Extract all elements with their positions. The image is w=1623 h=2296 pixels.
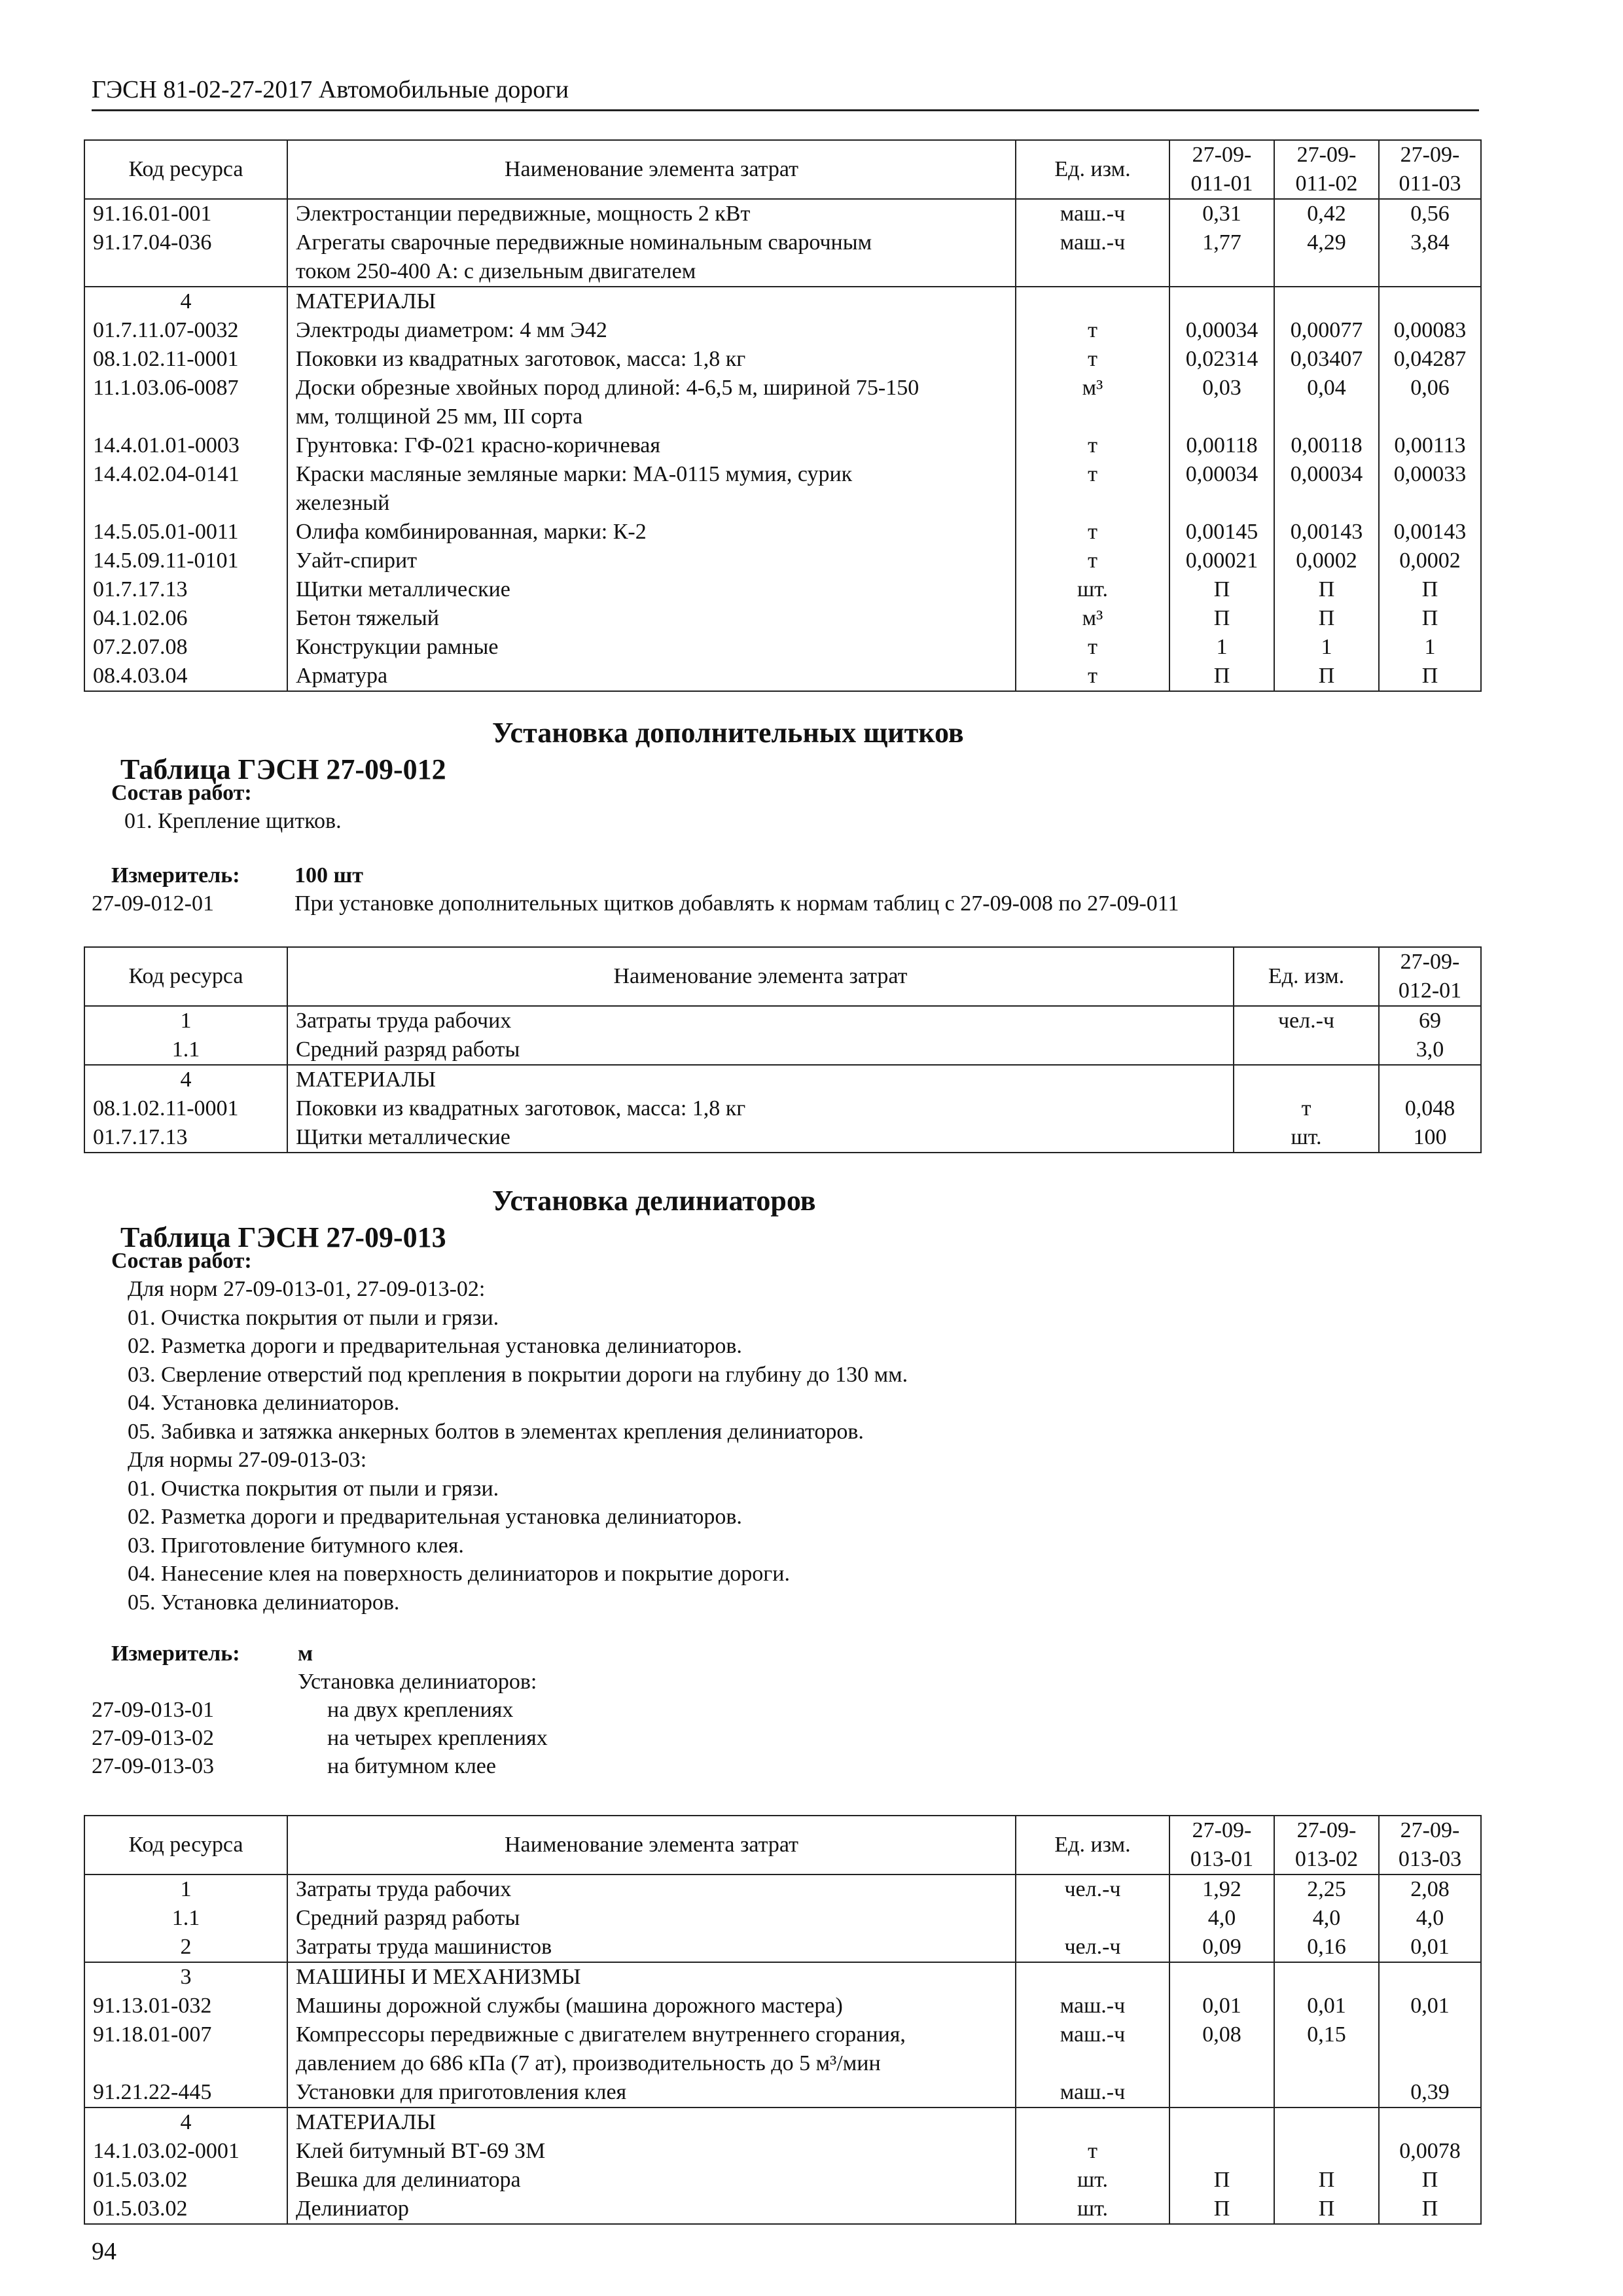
table-row xyxy=(84,2108,1481,2137)
work-item: 02. Разметка дороги и предварительная установка делиниаторов. xyxy=(128,1505,742,1529)
cell-value-2: П xyxy=(1274,604,1379,633)
works-label: Состав работ: xyxy=(111,781,252,805)
cell-code: 91.16.01-001 xyxy=(84,199,287,228)
cell-code: 91.13.01-032 xyxy=(84,1992,287,2020)
cell-name: Поковки из квадратных заготовок, масса: 1,8 кг xyxy=(287,1094,1234,1123)
cell-value-3: 0,00143 xyxy=(1379,518,1481,547)
cell-value-2: 0,00118 xyxy=(1274,431,1379,460)
column-header-name: Наименование элемента затрат xyxy=(287,1816,1016,1874)
cell-value-1: 0,048 xyxy=(1379,1094,1481,1123)
cell-value-1 xyxy=(1169,2137,1274,2166)
table-row xyxy=(84,2049,1481,2078)
cell-code: 08.1.02.11-0001 xyxy=(84,1094,287,1123)
cell-value-3 xyxy=(1379,287,1481,316)
cell-value-2 xyxy=(1274,287,1379,316)
cell-value-2: 0,15 xyxy=(1274,2020,1379,2049)
cell-value-1 xyxy=(1169,489,1274,518)
cell-name: МАТЕРИАЛЫ xyxy=(287,2108,1016,2137)
cell-unit: м³ xyxy=(1016,374,1169,403)
cell-unit: шт. xyxy=(1016,2195,1169,2224)
cell-value-2 xyxy=(1274,1962,1379,1992)
cell-unit: маш.-ч xyxy=(1016,2078,1169,2108)
cell-code xyxy=(84,2049,287,2078)
cell-value-2: 0,0002 xyxy=(1274,547,1379,575)
cell-value-1: П xyxy=(1169,575,1274,604)
meter-label: Измеритель: xyxy=(111,1641,240,1666)
cell-value-1 xyxy=(1169,2108,1274,2137)
cell-unit: шт. xyxy=(1016,2166,1169,2195)
cell-value-1: 0,00034 xyxy=(1169,316,1274,345)
cell-unit xyxy=(1016,287,1169,316)
cell-unit: т xyxy=(1016,547,1169,575)
cell-name: Клей битумный ВТ-69 ЗМ xyxy=(287,2137,1016,2166)
norm-text: При установке дополнительных щитков добавлять к нормам таблиц с 27-09-008 по 27-09-011 xyxy=(294,891,1179,916)
cell-unit: маш.-ч xyxy=(1016,199,1169,228)
table-row xyxy=(84,1006,1481,1035)
cell-code: 01.5.03.02 xyxy=(84,2166,287,2195)
column-header-norm-3: 27-09- 013-03 xyxy=(1379,1816,1481,1874)
work-item: 05. Забивка и затяжка анкерных болтов в элементах крепления делиниаторов. xyxy=(128,1419,864,1444)
cell-name: мм, толщиной 25 мм, III сорта xyxy=(287,403,1016,431)
column-header-norm-2: 27-09- 013-02 xyxy=(1274,1816,1379,1874)
cell-code: 01.7.11.07-0032 xyxy=(84,316,287,345)
table-row xyxy=(84,1933,1481,1962)
cell-code: 01.7.17.13 xyxy=(84,1123,287,1153)
cell-name: Машины дорожной службы (машина дорожного мастера) xyxy=(287,1992,1016,2020)
cell-unit xyxy=(1016,1904,1169,1933)
cell-unit xyxy=(1016,489,1169,518)
cell-name: Электростанции передвижные, мощность 2 кВт xyxy=(287,199,1016,228)
cell-name: Доски обрезные хвойных пород длиной: 4-6,5 м, шириной 75-150 xyxy=(287,374,1016,403)
cell-value-1: 0,01 xyxy=(1169,1992,1274,2020)
table-row xyxy=(84,1035,1481,1065)
cell-value-3 xyxy=(1379,2049,1481,2078)
table-row xyxy=(84,1065,1481,1094)
cell-value-2: П xyxy=(1274,662,1379,691)
cell-unit: м³ xyxy=(1016,604,1169,633)
cell-name: Затраты труда машинистов xyxy=(287,1933,1016,1962)
cell-name: МАТЕРИАЛЫ xyxy=(287,287,1016,316)
table-title-012: Таблица ГЭСН 27-09-012 Установка дополнительных щитков xyxy=(120,717,964,785)
cell-code: 01.7.17.13 xyxy=(84,575,287,604)
cell-unit xyxy=(1016,2108,1169,2137)
table-row xyxy=(84,1123,1481,1153)
meter-value: м xyxy=(298,1641,313,1666)
cell-code: 1 xyxy=(84,1006,287,1035)
cell-value-2: П xyxy=(1274,575,1379,604)
cell-code: 91.18.01-007 xyxy=(84,2020,287,2049)
table-row xyxy=(84,518,1481,547)
cell-value-3: 0,00083 xyxy=(1379,316,1481,345)
cell-name: Щитки металлические xyxy=(287,1123,1234,1153)
cell-value-1: 1,92 xyxy=(1169,1874,1274,1904)
cell-unit: т xyxy=(1016,518,1169,547)
cell-value-1: П xyxy=(1169,2166,1274,2195)
cell-unit: маш.-ч xyxy=(1016,2020,1169,2049)
cell-value-3: 0,56 xyxy=(1379,199,1481,228)
table-row xyxy=(84,199,1481,228)
cell-code: 14.1.03.02-0001 xyxy=(84,2137,287,2166)
norm-text: на четырех креплениях xyxy=(327,1726,548,1750)
cell-value-2 xyxy=(1274,2078,1379,2108)
cell-unit: т xyxy=(1016,431,1169,460)
cell-unit: маш.-ч xyxy=(1016,228,1169,257)
cell-code: 14.4.02.04-0141 xyxy=(84,460,287,489)
cell-code xyxy=(84,489,287,518)
table-row xyxy=(84,2020,1481,2049)
column-header-norm-2: 27-09- 011-02 xyxy=(1274,140,1379,199)
cell-value-1 xyxy=(1169,287,1274,316)
cell-code: 14.5.05.01-0011 xyxy=(84,518,287,547)
cell-name: Затраты труда рабочих xyxy=(287,1006,1234,1035)
cell-code xyxy=(84,403,287,431)
cell-value-2: 1 xyxy=(1274,633,1379,662)
cell-value-3: П xyxy=(1379,575,1481,604)
cell-code: 2 xyxy=(84,1933,287,1962)
cell-value-1: 0,31 xyxy=(1169,199,1274,228)
cell-value-2: 0,04 xyxy=(1274,374,1379,403)
cell-value-2 xyxy=(1274,2108,1379,2137)
cell-unit: т xyxy=(1016,633,1169,662)
work-item: Для норм 27-09-013-01, 27-09-013-02: xyxy=(128,1277,486,1301)
table-row xyxy=(84,633,1481,662)
cell-name: Установки для приготовления клея xyxy=(287,2078,1016,2108)
work-item: 02. Разметка дороги и предварительная установка делиниаторов. xyxy=(128,1334,742,1358)
cell-value-2 xyxy=(1274,489,1379,518)
work-item: 01. Очистка покрытия от пыли и грязи. xyxy=(128,1476,499,1501)
cell-unit xyxy=(1234,1065,1379,1094)
work-item: 01. Крепление щитков. xyxy=(124,809,342,833)
work-item: Для нормы 27-09-013-03: xyxy=(128,1448,367,1472)
cell-unit: шт. xyxy=(1234,1123,1379,1153)
resource-table-013 xyxy=(84,1815,1482,2225)
cell-value-1: 4,0 xyxy=(1169,1904,1274,1933)
cell-name: Краски масляные земляные марки: МА-0115 мумия, сурик xyxy=(287,460,1016,489)
cell-unit: шт. xyxy=(1016,575,1169,604)
cell-name: Грунтовка: ГФ-021 красно-коричневая xyxy=(287,431,1016,460)
cell-value-2: 0,16 xyxy=(1274,1933,1379,1962)
cell-value-3: 0,06 xyxy=(1379,374,1481,403)
cell-unit: т xyxy=(1234,1094,1379,1123)
meter-description: Установка делиниаторов: xyxy=(298,1670,537,1694)
cell-value-2 xyxy=(1274,2049,1379,2078)
cell-unit: т xyxy=(1016,662,1169,691)
cell-unit: т xyxy=(1016,2137,1169,2166)
cell-unit: т xyxy=(1016,345,1169,374)
column-header-unit: Ед. изм. xyxy=(1016,140,1169,199)
column-header-unit: Ед. изм. xyxy=(1234,947,1379,1006)
cell-value-2: 4,29 xyxy=(1274,228,1379,257)
cell-name: Агрегаты сварочные передвижные номинальным сварочным xyxy=(287,228,1016,257)
cell-value-3: 0,04287 xyxy=(1379,345,1481,374)
cell-code: 07.2.07.08 xyxy=(84,633,287,662)
cell-name: Бетон тяжелый xyxy=(287,604,1016,633)
work-item: 03. Приготовление битумного клея. xyxy=(128,1533,464,1558)
cell-value-1: П xyxy=(1169,604,1274,633)
cell-code: 14.5.09.11-0101 xyxy=(84,547,287,575)
work-item: 01. Очистка покрытия от пыли и грязи. xyxy=(128,1305,499,1330)
cell-value-2 xyxy=(1274,257,1379,287)
cell-value-2: 0,00143 xyxy=(1274,518,1379,547)
table-row xyxy=(84,1992,1481,2020)
cell-value-2: П xyxy=(1274,2166,1379,2195)
cell-value-3 xyxy=(1379,2020,1481,2049)
table-row xyxy=(84,662,1481,691)
norm-text: на двух креплениях xyxy=(327,1698,514,1722)
table-row xyxy=(84,257,1481,287)
cell-name: Вешка для делиниатора xyxy=(287,2166,1016,2195)
resource-table-012 xyxy=(84,946,1482,1153)
table-row xyxy=(84,1904,1481,1933)
cell-name: МАТЕРИАЛЫ xyxy=(287,1065,1234,1094)
cell-value-1: П xyxy=(1169,662,1274,691)
norm-code: 27-09-013-03 xyxy=(92,1754,214,1778)
column-header-code: Код ресурса xyxy=(84,947,287,1006)
cell-value-3: 3,84 xyxy=(1379,228,1481,257)
column-header-norm-3: 27-09- 011-03 xyxy=(1379,140,1481,199)
page-header: ГЭСН 81-02-27-2017 Автомобильные дороги xyxy=(92,73,1479,111)
cell-value-1: 0,00145 xyxy=(1169,518,1274,547)
cell-value-3: П xyxy=(1379,2166,1481,2195)
cell-unit: т xyxy=(1016,460,1169,489)
cell-code: 1.1 xyxy=(84,1904,287,1933)
norm-code: 27-09-013-01 xyxy=(92,1698,214,1722)
table-row xyxy=(84,489,1481,518)
cell-code: 04.1.02.06 xyxy=(84,604,287,633)
cell-value-3: 0,00033 xyxy=(1379,460,1481,489)
cell-name: Электроды диаметром: 4 мм Э42 xyxy=(287,316,1016,345)
cell-name: Арматура xyxy=(287,662,1016,691)
cell-code: 4 xyxy=(84,287,287,316)
cell-unit xyxy=(1016,2049,1169,2078)
cell-value-3: 0,39 xyxy=(1379,2078,1481,2108)
cell-value-1: 1 xyxy=(1169,633,1274,662)
resource-table-011 xyxy=(84,139,1482,692)
cell-unit: чел.-ч xyxy=(1016,1933,1169,1962)
page-number: 94 xyxy=(92,2238,116,2265)
cell-value-2: П xyxy=(1274,2195,1379,2224)
cell-code: 91.17.04-036 xyxy=(84,228,287,257)
cell-value-1: 0,00021 xyxy=(1169,547,1274,575)
cell-name: МАШИНЫ И МЕХАНИЗМЫ xyxy=(287,1962,1016,1992)
cell-value-3: 0,01 xyxy=(1379,1992,1481,2020)
cell-code: 08.4.03.04 xyxy=(84,662,287,691)
cell-value-1 xyxy=(1169,1962,1274,1992)
table-row xyxy=(84,2195,1481,2224)
column-header-name: Наименование элемента затрат xyxy=(287,947,1234,1006)
cell-code: 4 xyxy=(84,2108,287,2137)
cell-unit: маш.-ч xyxy=(1016,1992,1169,2020)
cell-name: Средний разряд работы xyxy=(287,1035,1234,1065)
cell-value-3: 0,0078 xyxy=(1379,2137,1481,2166)
cell-name: Олифа комбинированная, марки: К-2 xyxy=(287,518,1016,547)
cell-value-1: 0,08 xyxy=(1169,2020,1274,2049)
work-item: 03. Сверление отверстий под крепления в покрытии дороги на глубину до 130 мм. xyxy=(128,1362,908,1387)
cell-code: 3 xyxy=(84,1962,287,1992)
table-row xyxy=(84,1962,1481,1992)
cell-value-1: 100 xyxy=(1379,1123,1481,1153)
column-header-code: Код ресурса xyxy=(84,140,287,199)
norm-code: 27-09-013-02 xyxy=(92,1726,214,1750)
cell-value-3 xyxy=(1379,257,1481,287)
cell-code: 14.4.01.01-0003 xyxy=(84,431,287,460)
cell-unit: чел.-ч xyxy=(1016,1874,1169,1904)
meter-value: 100 шт xyxy=(294,863,363,888)
cell-value-3 xyxy=(1379,1962,1481,1992)
table-row xyxy=(84,228,1481,257)
cell-value-2: 0,03407 xyxy=(1274,345,1379,374)
cell-value-3: 0,0002 xyxy=(1379,547,1481,575)
table-row xyxy=(84,460,1481,489)
work-item: 04. Нанесение клея на поверхность делиниаторов и покрытие дороги. xyxy=(128,1562,790,1586)
cell-name: железный xyxy=(287,489,1016,518)
table-title-013: Таблица ГЭСН 27-09-013 Установка делиниаторов xyxy=(120,1185,816,1253)
cell-value-3 xyxy=(1379,489,1481,518)
cell-code: 4 xyxy=(84,1065,287,1094)
cell-value-1: 0,00034 xyxy=(1169,460,1274,489)
cell-value-1 xyxy=(1379,1065,1481,1094)
cell-value-3: 1 xyxy=(1379,633,1481,662)
table-row xyxy=(84,431,1481,460)
cell-name: Компрессоры передвижные с двигателем внутреннего сгорания, xyxy=(287,2020,1016,2049)
cell-unit xyxy=(1016,403,1169,431)
cell-unit xyxy=(1016,1962,1169,1992)
cell-value-1 xyxy=(1169,2078,1274,2108)
table-row xyxy=(84,1874,1481,1904)
table-header-row xyxy=(84,140,1481,199)
cell-code: 91.21.22-445 xyxy=(84,2078,287,2108)
cell-name: Конструкции рамные xyxy=(287,633,1016,662)
table-row xyxy=(84,374,1481,403)
column-header-norm-1: 27-09- 013-01 xyxy=(1169,1816,1274,1874)
cell-code: 11.1.03.06-0087 xyxy=(84,374,287,403)
cell-name: давлением до 686 кПа (7 ат), производительность до 5 м³/мин xyxy=(287,2049,1016,2078)
cell-value-3: П xyxy=(1379,604,1481,633)
cell-name: током 250-400 А: с дизельным двигателем xyxy=(287,257,1016,287)
cell-value-3 xyxy=(1379,2108,1481,2137)
column-header-name: Наименование элемента затрат xyxy=(287,140,1016,199)
table-row xyxy=(84,547,1481,575)
cell-value-2: 0,42 xyxy=(1274,199,1379,228)
cell-value-3: 0,00113 xyxy=(1379,431,1481,460)
cell-code: 01.5.03.02 xyxy=(84,2195,287,2224)
norm-text: на битумном клее xyxy=(327,1754,496,1778)
cell-value-3: П xyxy=(1379,662,1481,691)
cell-value-1: 0,09 xyxy=(1169,1933,1274,1962)
table-row xyxy=(84,575,1481,604)
cell-name: Затраты труда рабочих xyxy=(287,1874,1016,1904)
cell-value-1 xyxy=(1169,403,1274,431)
table-row xyxy=(84,1094,1481,1123)
table-header-row xyxy=(84,947,1481,1006)
cell-value-1: 0,03 xyxy=(1169,374,1274,403)
cell-value-2: 0,01 xyxy=(1274,1992,1379,2020)
table-row xyxy=(84,604,1481,633)
cell-value-1: 0,02314 xyxy=(1169,345,1274,374)
table-row xyxy=(84,287,1481,316)
cell-name: Делиниатор xyxy=(287,2195,1016,2224)
cell-value-2 xyxy=(1274,2137,1379,2166)
cell-code xyxy=(84,257,287,287)
table-row xyxy=(84,403,1481,431)
cell-unit xyxy=(1234,1035,1379,1065)
column-header-unit: Ед. изм. xyxy=(1016,1816,1169,1874)
column-header-code: Код ресурса xyxy=(84,1816,287,1874)
table-row xyxy=(84,2166,1481,2195)
cell-value-2 xyxy=(1274,403,1379,431)
cell-unit: т xyxy=(1016,316,1169,345)
table-row xyxy=(84,345,1481,374)
cell-value-3: 2,08 xyxy=(1379,1874,1481,1904)
cell-value-3: 4,0 xyxy=(1379,1904,1481,1933)
table-header-row xyxy=(84,1816,1481,1874)
cell-value-3: 0,01 xyxy=(1379,1933,1481,1962)
cell-value-1 xyxy=(1169,2049,1274,2078)
cell-value-3: П xyxy=(1379,2195,1481,2224)
cell-unit xyxy=(1016,257,1169,287)
cell-name: Уайт-спирит xyxy=(287,547,1016,575)
cell-value-1: 69 xyxy=(1379,1006,1481,1035)
table-row xyxy=(84,2137,1481,2166)
column-header-norm-1: 27-09- 012-01 xyxy=(1379,947,1481,1006)
column-header-norm-1: 27-09- 011-01 xyxy=(1169,140,1274,199)
cell-value-1: 0,00118 xyxy=(1169,431,1274,460)
cell-value-2: 0,00077 xyxy=(1274,316,1379,345)
cell-name: Щитки металлические xyxy=(287,575,1016,604)
works-label: Состав работ: xyxy=(111,1249,252,1273)
cell-value-2: 2,25 xyxy=(1274,1874,1379,1904)
cell-value-1: 3,0 xyxy=(1379,1035,1481,1065)
cell-value-1: П xyxy=(1169,2195,1274,2224)
cell-name: Поковки из квадратных заготовок, масса: 1,8 кг xyxy=(287,345,1016,374)
cell-unit: чел.-ч xyxy=(1234,1006,1379,1035)
cell-code: 1 xyxy=(84,1874,287,1904)
cell-value-2: 0,00034 xyxy=(1274,460,1379,489)
work-item: 05. Установка делиниаторов. xyxy=(128,1590,400,1615)
work-item: 04. Установка делиниаторов. xyxy=(128,1391,400,1415)
cell-value-3 xyxy=(1379,403,1481,431)
cell-value-2: 4,0 xyxy=(1274,1904,1379,1933)
meter-label: Измеритель: xyxy=(111,863,240,888)
cell-code: 08.1.02.11-0001 xyxy=(84,345,287,374)
cell-name: Средний разряд работы xyxy=(287,1904,1016,1933)
cell-value-1 xyxy=(1169,257,1274,287)
table-row xyxy=(84,316,1481,345)
table-row xyxy=(84,2078,1481,2108)
cell-value-1: 1,77 xyxy=(1169,228,1274,257)
cell-code: 1.1 xyxy=(84,1035,287,1065)
norm-code: 27-09-012-01 xyxy=(92,891,214,916)
